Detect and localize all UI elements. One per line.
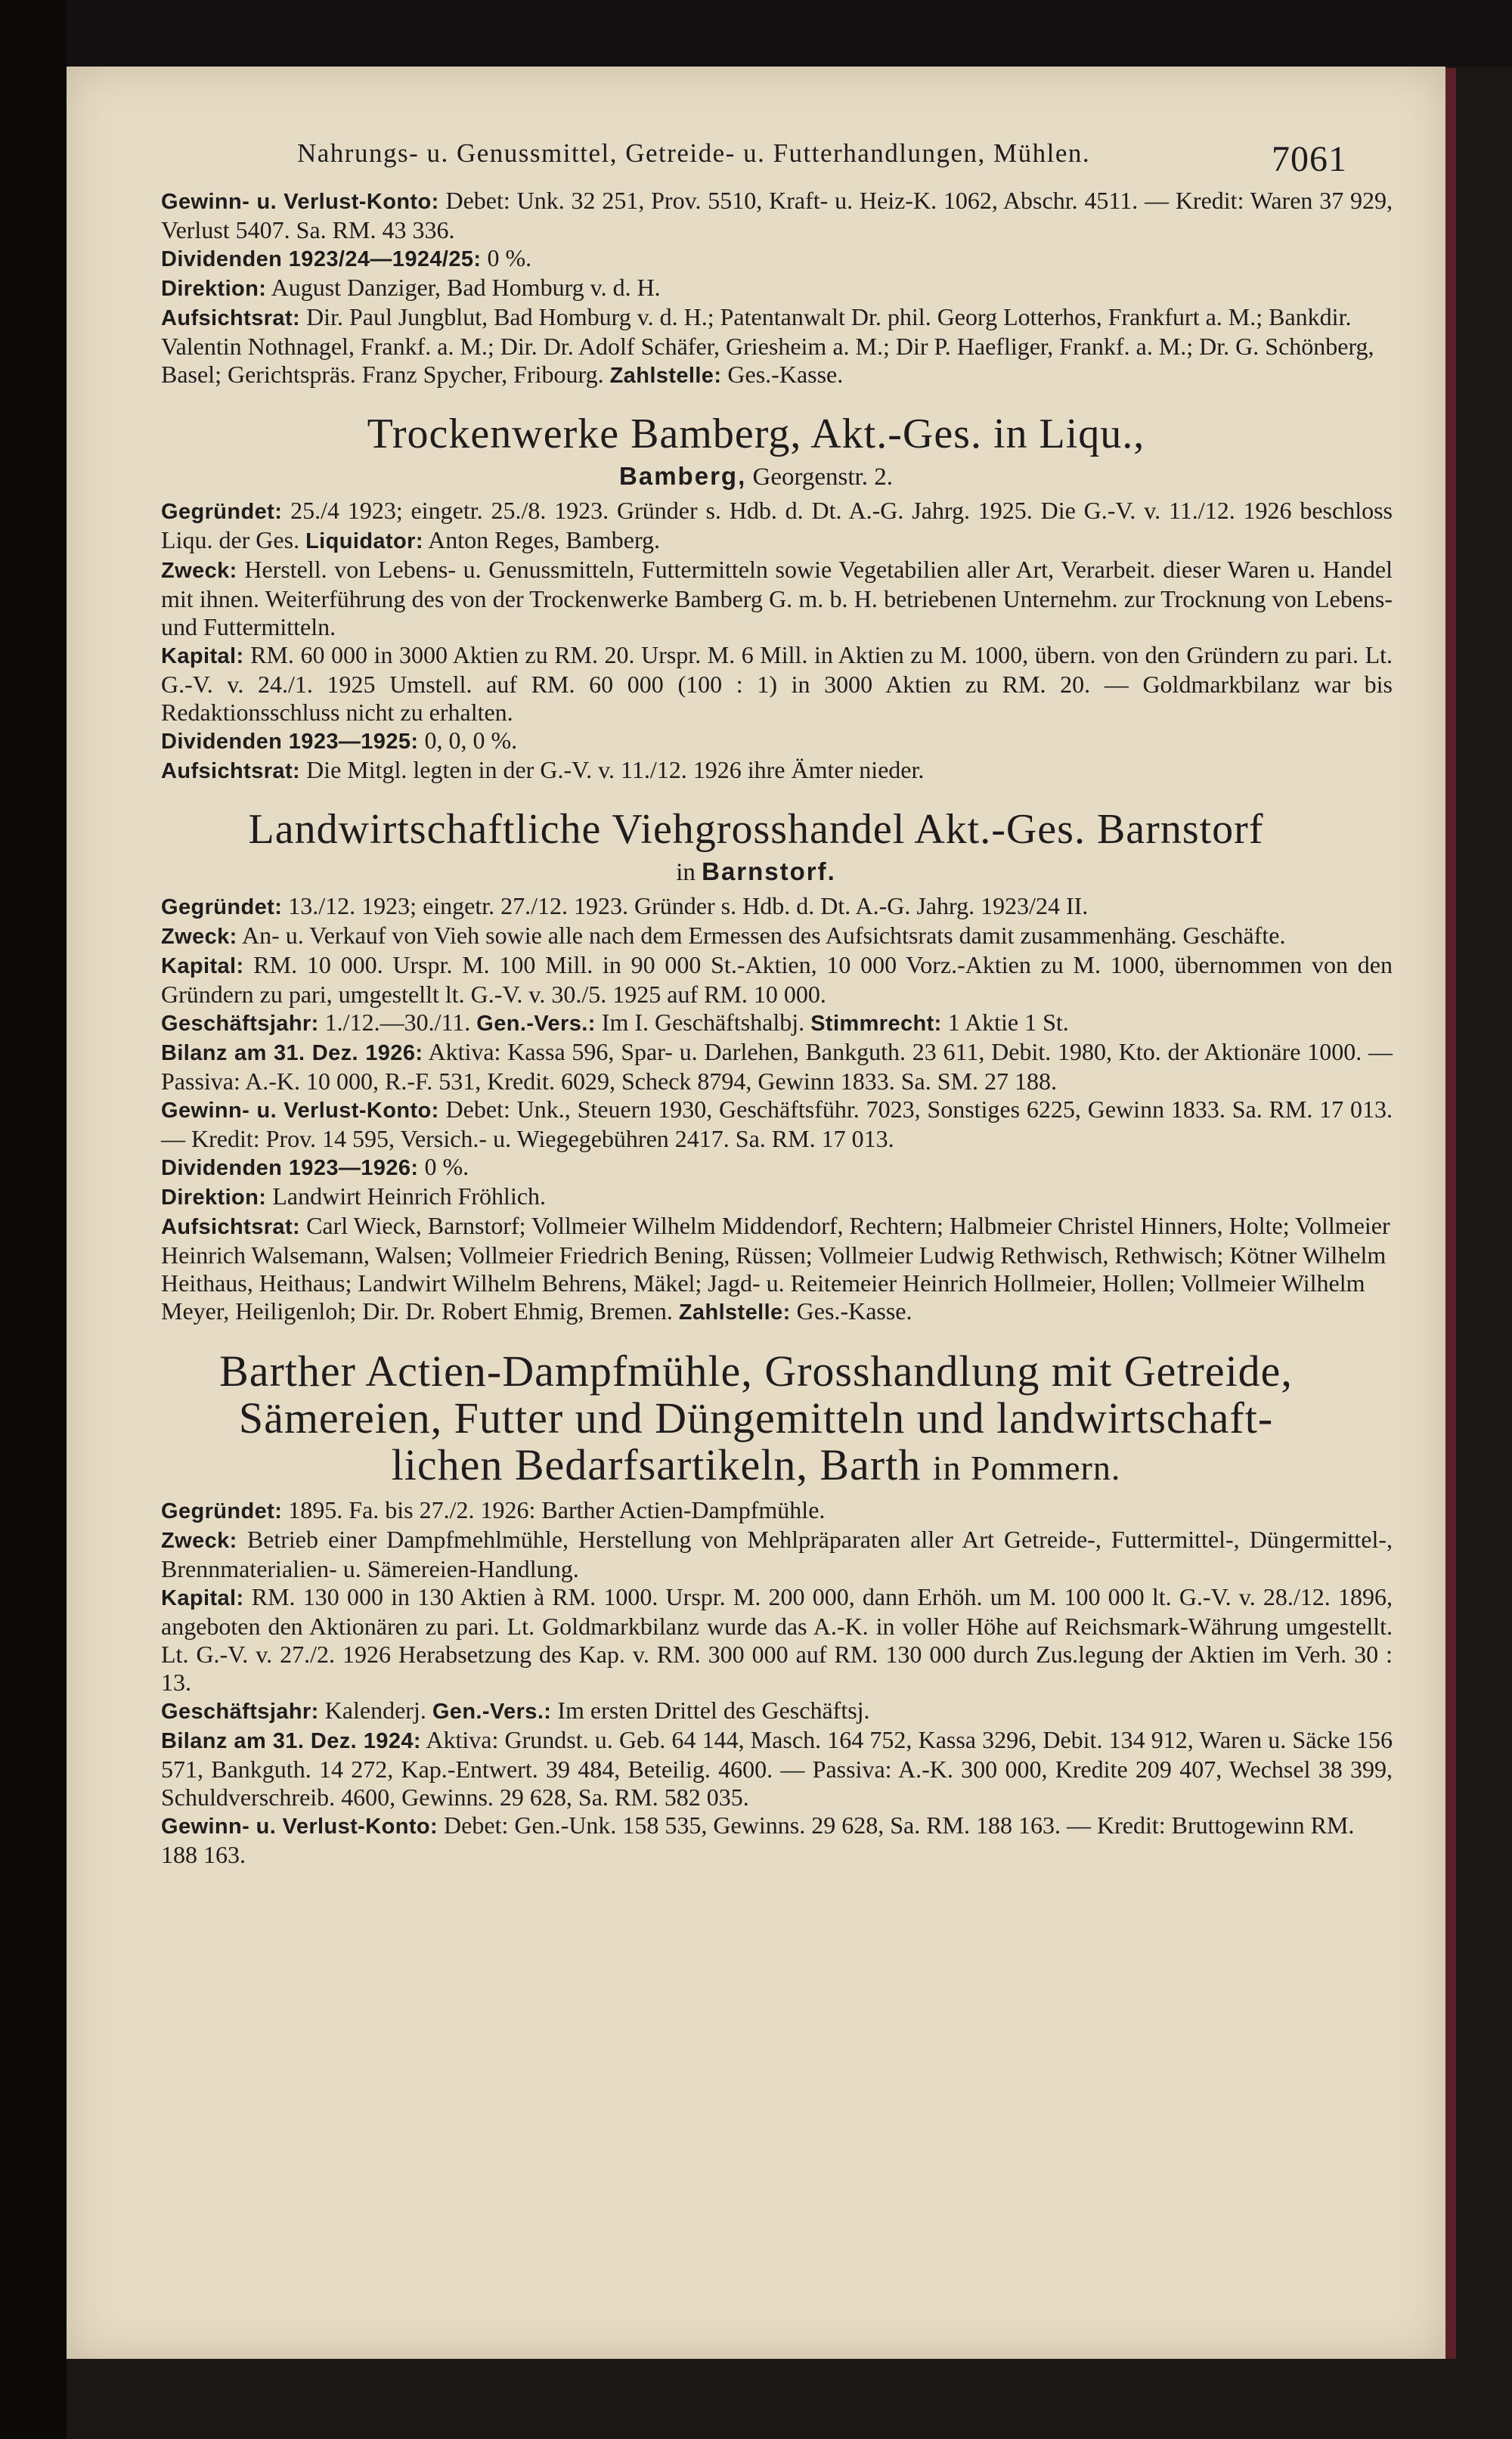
field-label: Kapital:	[161, 644, 244, 668]
field-value: Betrieb einer Dampfmehlmühle, Herstellung von Mehlpräparaten aller Art Getreide-, Futtermittel-, Düngermittel-, Brennmaterialien- u. Sämereien-Handlung.	[161, 1526, 1393, 1582]
company-city: Bamberg,	[619, 462, 747, 490]
page-number: 7061	[1272, 139, 1347, 179]
paragraph	[119, 274, 1393, 303]
company-title-line: Sämereien, Futter und Düngemitteln und landwirtschaft-	[238, 1393, 1274, 1443]
book-spine-edge	[1445, 68, 1456, 2359]
paragraph	[119, 1726, 1393, 1811]
field-label: Zweck:	[161, 559, 237, 583]
paragraph	[119, 497, 1393, 556]
field-value: 25./4 1923; eingetr. 25./8. 1923. Gründer s. Hdb. d. Dt. A.-G. Jahrg. 1925. Die G.-V. v. 11./12. 1926 beschloss Liqu. der Ges.	[161, 497, 1393, 553]
field-value: Kalenderj.	[324, 1697, 426, 1724]
paragraph	[119, 1096, 1393, 1153]
paragraph	[119, 922, 1393, 951]
binding-left-edge	[0, 0, 67, 2439]
field-value: Ges.-Kasse.	[796, 1297, 912, 1325]
field-label: Gen.-Vers.:	[432, 1700, 552, 1724]
company-title-line: lichen Bedarfsartikeln, Barth	[391, 1440, 922, 1489]
paragraph	[119, 727, 1393, 756]
field-label: Aufsichtsrat:	[161, 759, 301, 783]
company-entry-viehgrosshandel-barnstorf	[119, 807, 1393, 1327]
paragraph	[119, 892, 1393, 922]
paragraph	[119, 556, 1393, 641]
field-label: Geschäftsjahr:	[161, 1012, 319, 1036]
location-prefix: in	[676, 859, 696, 886]
field-value: An- u. Verkauf von Vieh sowie alle nach dem Ermessen des Aufsichtsrats damit zusammenhäng. Geschäfte.	[241, 922, 1286, 949]
paragraph	[119, 1496, 1393, 1526]
field-label: Gen.-Vers.:	[476, 1012, 596, 1036]
field-label: Zweck:	[161, 925, 237, 949]
company-location	[119, 461, 1393, 492]
field-label: Zahlstelle:	[609, 364, 722, 388]
field-label: Bilanz am 31. Dez. 1924:	[161, 1729, 421, 1753]
field-label: Dividenden 1923—1926:	[161, 1156, 419, 1180]
field-label: Liquidator:	[305, 529, 423, 553]
company-title: Landwirtschaftliche Viehgrosshandel Akt.-Ges. Barnstorf	[248, 806, 1264, 853]
field-value: Debet: Unk. 32 251, Prov. 5510, Kraft- u. Heiz-K. 1062, Abschr. 4511. — Kredit: Waren 37 929, Verlust 5407. Sa. RM. 43 336.	[161, 187, 1393, 243]
paragraph	[119, 1153, 1393, 1182]
field-label: Gewinn- u. Verlust-Konto:	[161, 190, 439, 214]
company-title	[119, 1348, 1393, 1492]
field-label: Kapital:	[161, 1586, 244, 1610]
paragraph	[119, 756, 1393, 786]
running-header	[119, 138, 1393, 187]
field-value: 1895. Fa. bis 27./2. 1926: Barther Actien-Dampfmühle.	[288, 1496, 826, 1523]
field-value: Im I. Geschäftshalbj.	[601, 1009, 805, 1036]
field-value: 1 Aktie 1 St.	[947, 1009, 1069, 1036]
paragraph	[119, 951, 1393, 1009]
field-value: Anton Reges, Bamberg.	[428, 526, 661, 553]
field-label: Aufsichtsrat:	[161, 1215, 301, 1239]
paragraph	[119, 1038, 1393, 1096]
field-value: Die Mitgl. legten in der G.-V. v. 11./12. 1926 ihre Ämter nieder.	[306, 756, 925, 783]
field-value: RM. 10 000. Urspr. M. 100 Mill. in 90 000 St.-Aktien, 10 000 Vorz.-Aktien zu M. 1000, übernommen von den Gründern zu pari, umgestellt lt. G.-V. v. 30./5. 1925 auf RM. 10 000.	[161, 951, 1393, 1008]
company-entry-trockenwerke-bamberg	[119, 411, 1393, 786]
field-value: Carl Wieck, Barnstorf; Vollmeier Wilhelm Middendorf, Rechtern; Halbmeier Christel Hinners, Holte; Vollmeier Heinrich Walsemann, Walsen; Vollmeier Friedrich Bening, Rüssen; Vollmeier Ludwig Rethwisch, Rethwisch; Kötner Wilhelm Heithaus, Heithaus; Landwirt Wilhelm Behrens, Mäkel; Jagd- u. Reitemeier Heinrich Hollmeier, Hollen; Vollmeier Wilhelm Meyer, Heiligenloh; Dir. Dr. Robert Ehmig, Bremen.	[161, 1212, 1390, 1325]
paragraph	[119, 303, 1393, 390]
entry-continuation	[119, 187, 1393, 390]
field-value: Im ersten Drittel des Geschäftsj.	[557, 1697, 870, 1724]
field-label: Geschäftsjahr:	[161, 1700, 319, 1724]
field-value: 13./12. 1923; eingetr. 27./12. 1923. Gründer s. Hdb. d. Dt. A.-G. Jahrg. 1923/24 II.	[288, 892, 1089, 919]
company-title-location: in Pommern.	[932, 1449, 1121, 1487]
field-value: RM. 60 000 in 3000 Aktien zu RM. 20. Urspr. M. 6 Mill. in Aktien zu M. 1000, übern. von den Gründern zu pari. Lt. G.-V. v. 24./1. 1925 Umstell. auf RM. 60 000 (100 : 1) in 3000 Aktien zu RM. 20. — Goldmarkbilanz war bis Redaktionsschluss nicht zu erhalten.	[161, 641, 1393, 726]
field-label: Dividenden 1923—1925:	[161, 730, 419, 754]
field-label: Gegründet:	[161, 500, 283, 524]
field-label: Direktion:	[161, 277, 267, 301]
field-value: August Danziger, Bad Homburg v. d. H.	[271, 274, 661, 301]
binding-top-edge	[0, 0, 1512, 67]
book-page	[67, 67, 1445, 2359]
field-value: Aktiva: Kassa 596, Spar- u. Darlehen, Bankguth. 23 611, Debit. 1980, Kto. der Aktionäre 1000. — Passiva: A.-K. 10 000, R.-F. 531, Kredit. 6029, Scheck 8794, Gewinn 1833. Sa. SM. 27 188.	[161, 1038, 1393, 1095]
company-title-line: Barther Actien-Dampfmühle, Grosshandlung mit Getreide,	[219, 1347, 1293, 1396]
field-value: 0, 0, 0 %.	[424, 727, 518, 754]
paragraph	[119, 1009, 1393, 1038]
field-label: Dividenden 1923/24—1924/25:	[161, 247, 482, 271]
field-value: Aktiva: Grundst. u. Geb. 64 144, Masch. 164 752, Kassa 3296, Debit. 134 912, Waren u. Säcke 156 571, Bankguth. 14 272, Kap.-Entwert. 39 484, Beteilig. 4600. — Passiva: A.-K. 300 000, Kredite 209 407, Wechsel 38 399, Schuldverschreib. 4600, Gewinns. 29 628, Sa. RM. 582 035.	[161, 1726, 1393, 1811]
paragraph	[119, 1583, 1393, 1697]
field-label: Kapital:	[161, 954, 244, 978]
field-label: Bilanz am 31. Dez. 1926:	[161, 1041, 423, 1065]
paragraph	[119, 244, 1393, 274]
running-title: Nahrungs- u. Genussmittel, Getreide- u. Futterhandlungen, Mühlen.	[297, 138, 1091, 168]
field-label: Stimmrecht:	[810, 1012, 942, 1036]
company-street: Georgenstr. 2.	[752, 463, 893, 491]
paragraph	[119, 1811, 1393, 1869]
paragraph	[119, 1526, 1393, 1583]
field-value: Herstell. von Lebens- u. Genussmitteln, Futtermitteln sowie Vegetabilien aller Art, Verarbeit. dieser Waren u. Handel mit ihnen. Weiterführung des von der Trockenwerke Bamberg G. m. b. H. betriebenen Unternehm. zur Trocknung von Lebens- und Futtermitteln.	[161, 556, 1393, 640]
field-label: Zweck:	[161, 1529, 237, 1553]
company-entry-barther-dampfmuehle	[119, 1348, 1393, 1869]
field-label: Direktion:	[161, 1185, 267, 1210]
company-title: Trockenwerke Bamberg, Akt.-Ges. in Liqu.,	[367, 411, 1145, 457]
field-label: Aufsichtsrat:	[161, 306, 301, 330]
paragraph	[119, 1697, 1393, 1726]
paragraph	[119, 187, 1393, 244]
paragraph	[119, 1212, 1393, 1327]
field-value: Ges.-Kasse.	[727, 361, 844, 388]
field-label: Zahlstelle:	[678, 1300, 791, 1325]
field-value: Landwirt Heinrich Fröhlich.	[272, 1182, 547, 1210]
field-label: Gewinn- u. Verlust-Konto:	[161, 1099, 439, 1123]
field-value: 1./12.—30./11.	[324, 1009, 471, 1036]
paragraph	[119, 1182, 1393, 1212]
field-label: Gegründet:	[161, 1499, 283, 1523]
field-value: Debet: Gen.-Unk. 158 535, Gewinns. 29 628, Sa. RM. 188 163. — Kredit: Bruttogewinn RM. 188 163.	[161, 1811, 1355, 1868]
field-value: Dir. Paul Jungblut, Bad Homburg v. d. H.; Patentanwalt Dr. phil. Georg Lotterhos, Frankfurt a. M.; Bankdir. Valentin Nothnagel, Frankf. a. M.; Dir. Dr. Adolf Schäfer, Griesheim a. M.; Dir P. Haefliger, Frankf. a. M.; Dr. G. Schönberg, Basel; Gerichtspräs. Franz Spycher, Fribourg.	[161, 303, 1374, 388]
field-value: 0 %.	[424, 1153, 469, 1180]
field-label: Gewinn- u. Verlust-Konto:	[161, 1815, 438, 1839]
field-value: Debet: Unk., Steuern 1930, Geschäftsführ. 7023, Sonstiges 6225, Gewinn 1833. Sa. RM. 17 013. — Kredit: Prov. 14 595, Versich.- u. Wiegegebühren 2417. Sa. RM. 17 013.	[161, 1096, 1393, 1152]
company-city: Barnstorf.	[702, 857, 836, 885]
field-value: RM. 130 000 in 130 Aktien à RM. 1000. Urspr. M. 200 000, dann Erhöh. um M. 100 000 lt. G.-V. v. 28./12. 1896, angeboten den Aktionären zu pari. Lt. Goldmarkbilanz wurde das A.-K. in voller Höhe auf Reichsmark-Währung umgestellt. Lt. G.-V. v. 27./2. 1926 Herabsetzung des Kap. v. RM. 300 000 auf RM. 130 000 durch Zus.legung der Aktien im Verh. 30 : 13.	[161, 1583, 1393, 1696]
paragraph	[119, 641, 1393, 727]
field-value: 0 %.	[487, 244, 532, 271]
company-location	[119, 857, 1393, 888]
field-label: Gegründet:	[161, 895, 283, 919]
